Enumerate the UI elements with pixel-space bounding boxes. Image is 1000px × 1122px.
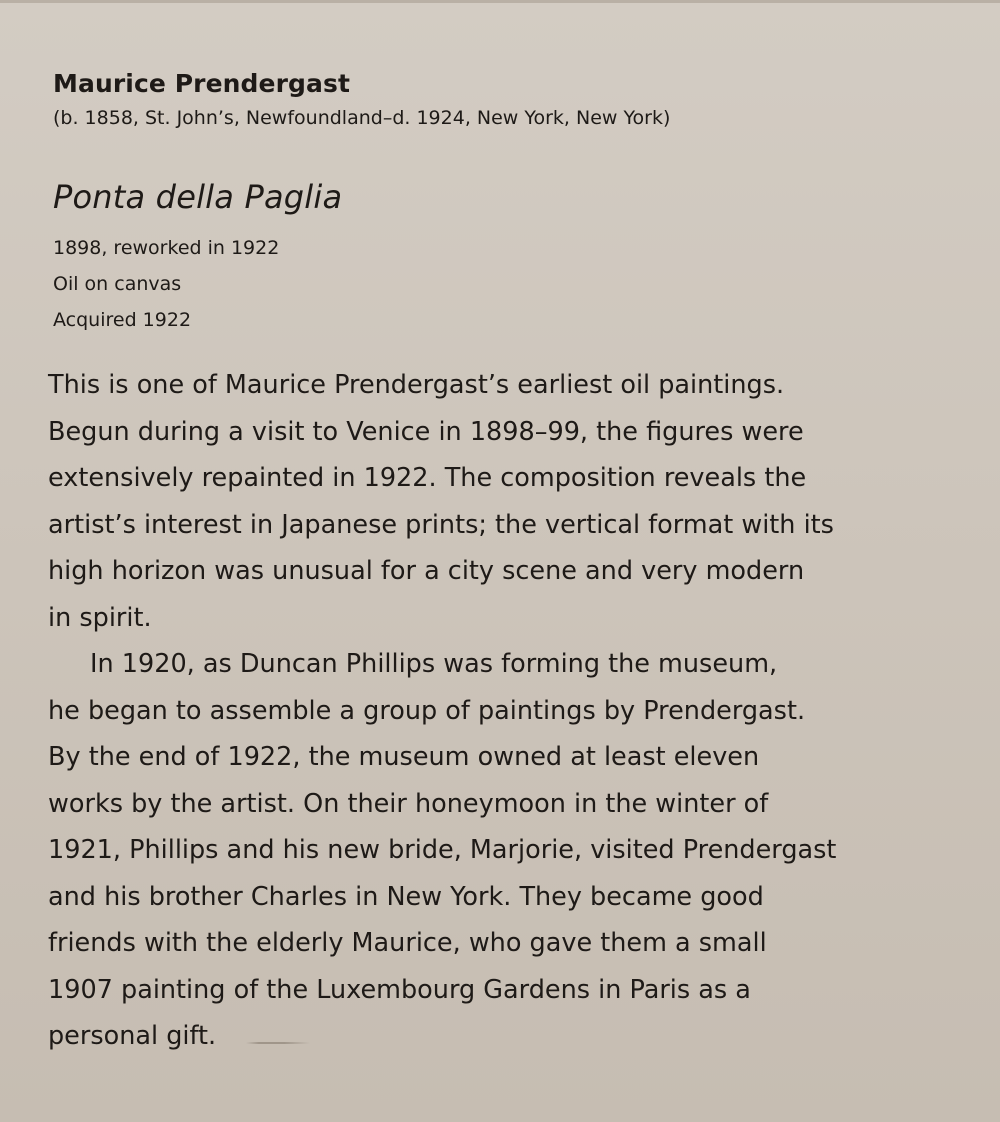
text-line: 1907 painting of the Luxembourg Gardens in Paris as a [48,974,751,1005]
text-line: in spirit. [48,602,152,633]
text-line: Begun during a visit to Venice in 1898–99, the figures were [48,416,804,447]
label-top-edge [0,0,1000,3]
text-line: By the end of 1922, the museum owned at least eleven [48,742,760,772]
text-line: personal gift. [48,1021,217,1051]
text-line: In 1920, as Duncan Phillips was forming the museum, [90,649,778,679]
label-description [48,362,968,1060]
artwork-title: Ponta della Paglia [53,178,343,216]
text-line: he began to assemble a group of paintings by Prendergast. [48,695,806,726]
artwork-date: 1898, reworked in 1922 [53,237,280,259]
artist-dates: (b. 1858, St. John’s, Newfoundland–d. 1924, New York, New York) [53,107,671,129]
artwork-acquisition: Acquired 1922 [53,309,192,331]
paragraph-1 [48,362,968,641]
artwork-medium: Oil on canvas [53,273,182,295]
text-line: works by the artist. On their honeymoon in the winter of [48,788,769,819]
end-mark [246,1042,310,1044]
artist-name: Maurice Prendergast [53,69,351,98]
paragraph-2 [48,641,968,1060]
text-line: extensively repainted in 1922. The composition reveals the [48,463,807,493]
artwork-details [53,230,279,338]
text-line: and his brother Charles in New York. They became good [48,881,764,912]
text-line: high horizon was unusual for a city scene and very modern [48,556,805,586]
text-line: This is one of Maurice Prendergast’s earliest oil paintings. [48,370,785,400]
text-line: friends with the elderly Maurice, who gave them a small [48,928,767,958]
text-line: 1921, Phillips and his new bride, Marjorie, visited Prendergast [48,835,837,865]
text-line: artist’s interest in Japanese prints; the vertical format with its [48,509,834,540]
